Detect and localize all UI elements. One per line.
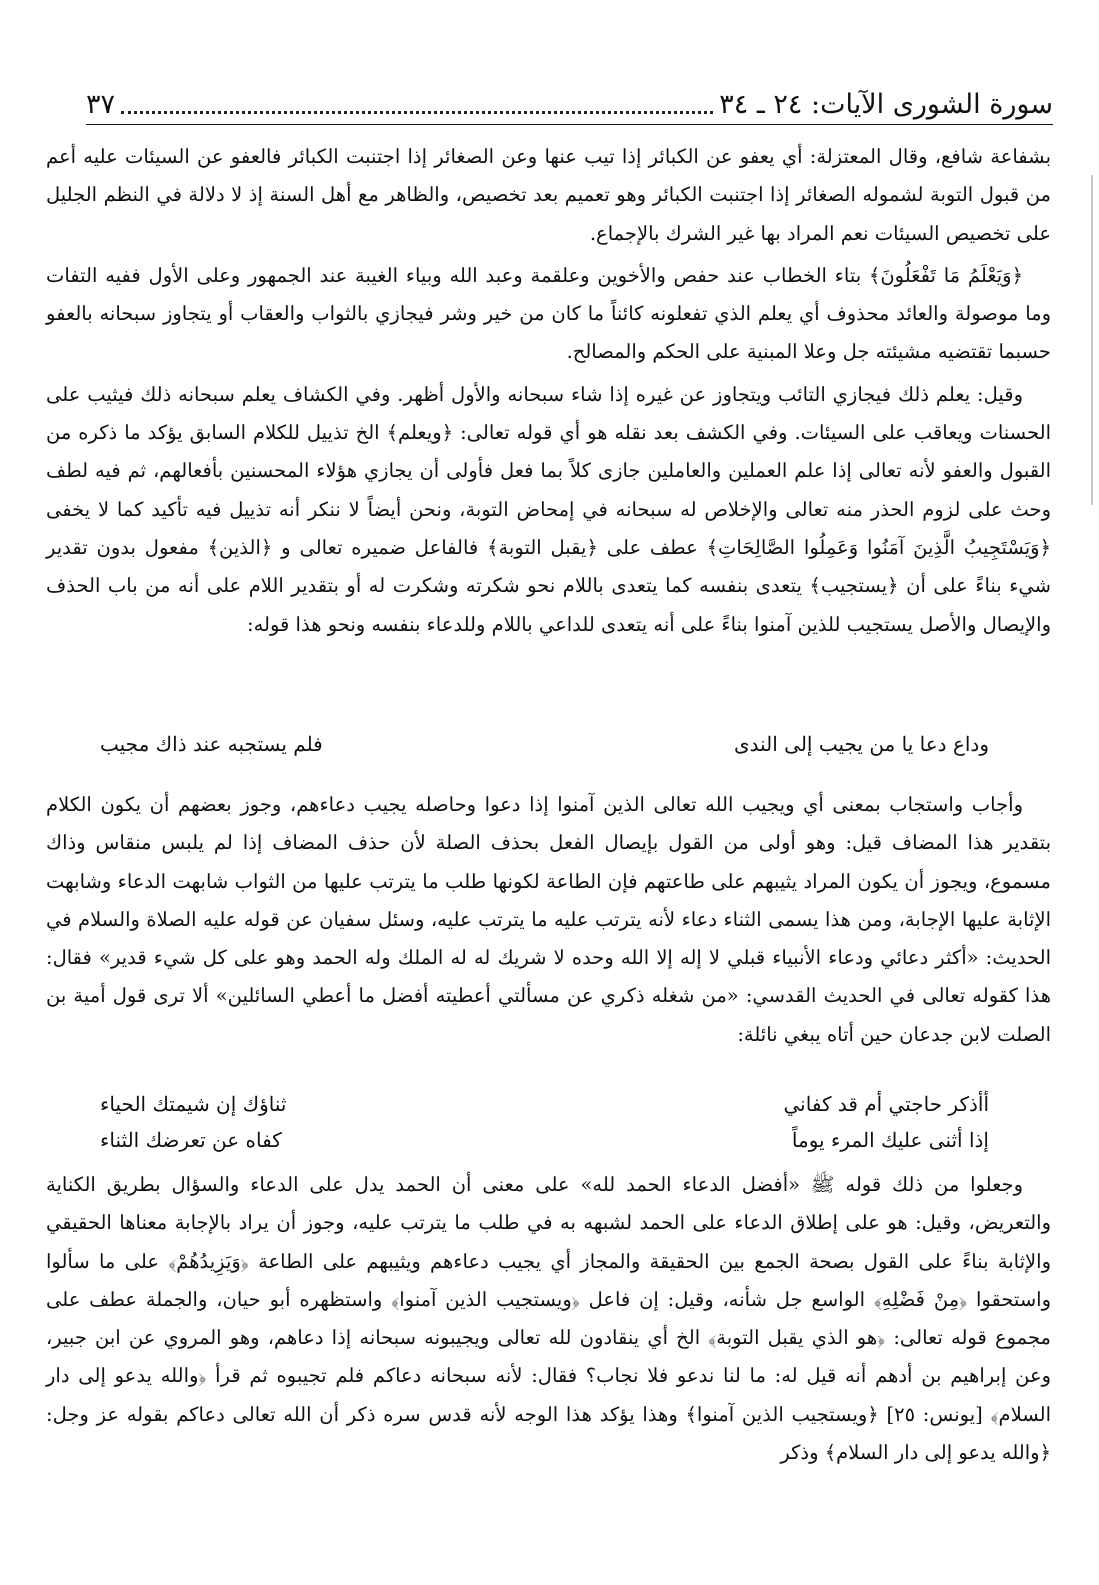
- paragraph-2: ﴿وَيَعْلَمُ مَا تَفْعَلُونَ﴾ بتاء الخطاب عند حفص والأخوين وعلقمة وعبد الله وبياء الغيبة عند الجمهور وعلى الأول ففيه التفات وما موصولة والعائد محذوف أي يعلم الذي تفعلونه كائناً ما كان من خير وشر فيجازي بالثواب والعقاب أو يتجاوز سبحانه بالعفو حسبما تقتضيه مشيئته جل وعلا المبنية على الحكم والمصالح.: [46, 263, 1051, 364]
- dotted-leader: [121, 105, 713, 114]
- verse-1-first-hemistich: وداع دعا يا من يجيب إلى الندى: [733, 732, 989, 756]
- paragraph-5: وجعلوا من ذلك قوله ﷺ «أفضل الدعاء الحمد لله» على معنى أن الحمد يدل على الدعاء والسؤال بطريق الكناية والتعريض، وقيل: هو على إطلاق الدعاء على الحمد لشبهه به في طلب ما يترتب عليه، وجوز أن يراد بالإجابة معناها الحقيقي والإثابة بناءً على القول بصحة الجمع بين الحقيقة والمجاز أي يجيب دعاءهم ويثيبهم على الطاعة ﴿وَيَزِيدُهُمْ﴾ على ما سألوا واستحقوا ﴿مِنْ فَضْلِهِ﴾ الواسع جل شأنه، وقيل: إن فاعل ﴿ويستجيب الذين آمنوا﴾ واستظهره أبو حيان، والجملة عطف على مجموع قوله تعالى: ﴿هو الذي يقبل التوبة﴾ الخ أي ينقادون لله تعالى ويجيبونه سبحانه إذا دعاهم، وهو المروي عن ابن جبير، وعن إبراهيم بن أدهم أنه قيل له: ما لنا ندعو فلا نجاب؟ فقال: لأنه سبحانه دعاكم فلم تجيبوه ثم قرأ ﴿والله يدعو إلى دار السلام﴾ [يونس: ٢٥] ﴿ويستجيب الذين آمنوا﴾ وهذا يؤكد هذا الوجه لأنه قدس سره ذكر أن الله تعالى دعاكم بقوله عز وجل: ﴿والله يدعو إلى دار السلام﴾ وذكر: [46, 1173, 1052, 1465]
- verse-2-second-hemistich: ثناؤك إن شيمتك الحياء: [100, 1092, 287, 1116]
- running-title: سورة الشورى الآيات: ٢٤ ـ ٣٤: [719, 89, 1053, 120]
- verse-3-first-hemistich: إذا أثنى عليك المرء يوماً: [791, 1128, 989, 1152]
- verse-2-first-hemistich: أأذكر حاجتي أم قد كفاني: [783, 1092, 989, 1116]
- verse-line-2: [100, 1092, 989, 1116]
- page-number: ٣٧: [86, 89, 116, 120]
- verse-line-3: [100, 1128, 989, 1152]
- verse-line-1: [100, 732, 989, 756]
- verse-1-second-hemistich: فلم يستجبه عند ذاك مجيب: [100, 732, 323, 756]
- paragraph-4: وأجاب واستجاب بمعنى أي ويجيب الله تعالى الذين آمنوا إذا دعوا وحاصله يجيب دعاءهم، وجوز بعضهم أن يكون الكلام بتقدير هذا المضاف قيل: وهو أولى من القول بإيصال الفعل بحذف الصلة لأن حذف المضاف إذا لم يلبس منقاس وذاك مسموع، ويجوز أن يكون المراد يثيبهم على طاعتهم فإن الطاعة لكونها طلب ما يترتب عليها من الثواب شابهت الدعاء وشابهت الإثابة عليها الإجابة، ومن هذا يسمى الثناء دعاء لأنه يترتب عليه ما يترتب عليه، وسئل سفيان عن قوله عليه الصلاة والسلام في الحديث: «أكثر دعائي ودعاء الأنبياء قبلي لا إله إلا الله وحده لا شريك له له الملك وله الحمد وهو على كل شيء قدير» فقال: هذا كقوله تعالى في الحديث القدسي: «من شغله ذكري عن مسألتي أعطيته أفضل ما أعطي السائلين» ألا ترى قول أمية بن الصلت لابن جدعان حين أتاه يبغي نائلة:: [46, 793, 1051, 1046]
- page-header: [86, 74, 1053, 125]
- verse-3-second-hemistich: كفاه عن تعرضك الثناء: [100, 1128, 282, 1152]
- body-text: [46, 138, 1051, 648]
- scan-edge-mark: [1091, 175, 1093, 505]
- paragraph-3: وقيل: يعلم ذلك فيجازي التائب ويتجاوز عن غيره إذا شاء سبحانه والأول أظهر. وفي الكشاف يعلم سبحانه ذلك فيثيب على الحسنات ويعاقب على السيئات. وفي الكشف بعد نقله هو أي قوله تعالى: ﴿ويعلم﴾ الخ تذييل للكلام السابق يؤكد ما ذكره من القبول والعفو لأنه تعالى إذا علم العملين والعاملين جازى كلاً بما فعل فأولى أن يجازي هؤلاء المحسنين بأفعالهم، ثم فيه لطف وحث على لزوم الحذر منه تعالى والإخلاص له سبحانه في إمحاض التوبة، ونحن أيضاً لا ننكر أنه تذييل فيه تأكيد كما لا يخفى ﴿وَيَسْتَجِيبُ الَّذِينَ آمَنُوا وَعَمِلُوا الصَّالِحَاتِ﴾ عطف على ﴿يقبل التوبة﴾ فالفاعل ضميره تعالى و ﴿الذين﴾ مفعول بدون تقدير شيء بناءً على أن ﴿يستجيب﴾ يتعدى بنفسه كما يتعدى باللام نحو شكرته وشكرت له أو بتقدير اللام على أنه من باب الحذف والإيصال والأصل يستجيب للذين آمنوا بناءً على أنه يتعدى للداعي باللام وللدعاء بنفسه ونحو هذا قوله:: [46, 382, 1051, 636]
- body-text-3: [46, 1166, 1051, 1476]
- body-text-2: [46, 786, 1051, 1058]
- paragraph-1: بشفاعة شافع، وقال المعتزلة: أي يعفو عن الكبائر إذا تيب عنها وعن الصغائر إذا اجتنبت الكبائر فالعفو عن السيئات عليه أعم من قبول التوبة لشموله الصغائر إذا اجتنبت الكبائر وهو تعميم بعد تخصيص، والظاهر مع أهل السنة إذ لا دلالة في النظم الجليل على تخصيص السيئات نعم المراد بها غير الشرك بالإجماع.: [46, 145, 1051, 245]
